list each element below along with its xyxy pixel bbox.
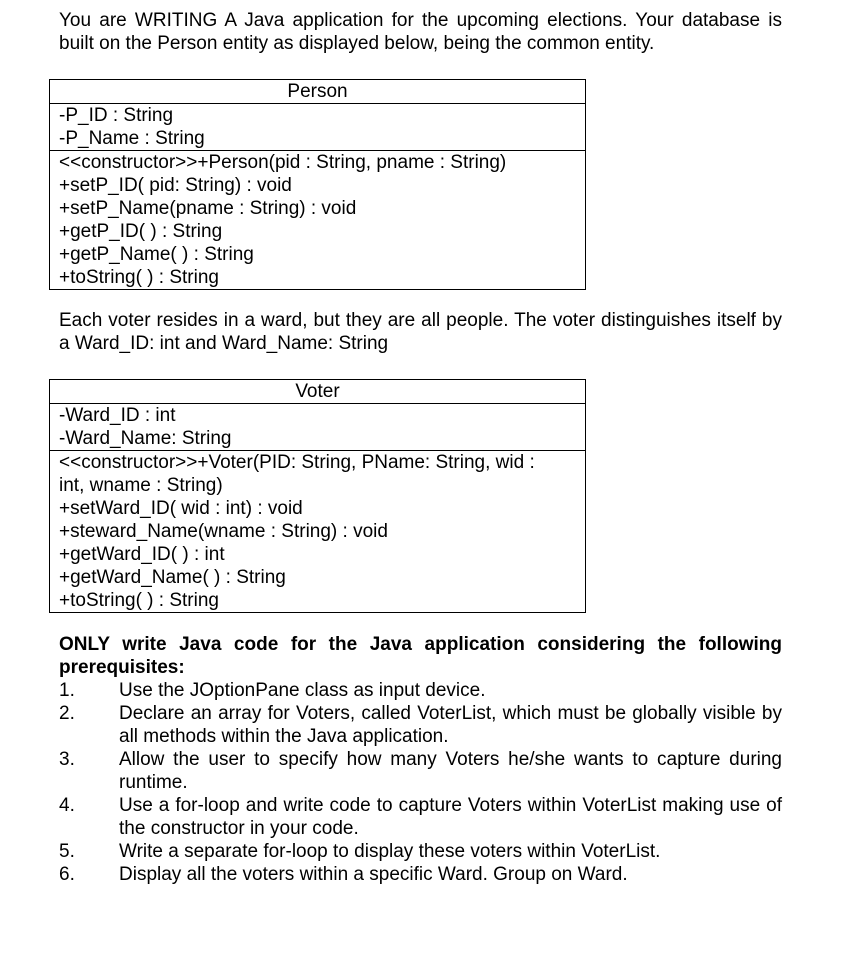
voter-attribute: -Ward_Name: String <box>59 428 232 449</box>
voter-method: +toString( ) : String <box>59 590 219 611</box>
person-attribute: -P_Name : String <box>59 128 205 149</box>
person-method: +setP_ID( pid: String) : void <box>59 175 292 196</box>
voter-methods <box>50 451 585 612</box>
person-method: +getP_ID( ) : String <box>59 221 223 242</box>
voter-method: +setWard_ID( wid : int) : void <box>59 498 303 519</box>
requirement-number: 2. <box>59 703 75 724</box>
person-method: +getP_Name( ) : String <box>59 244 254 265</box>
intro-paragraph: You are WRITING A Java application for the upcoming elections. Your database is built on the Person entity as displayed below, being the common entity. <box>59 10 782 54</box>
requirement-item <box>59 863 782 886</box>
requirement-item <box>59 794 782 840</box>
voter-description-paragraph: Each voter resides in a ward, but they are all people. The voter distinguishes itself by a Ward_ID: int and Ward_Name: String <box>59 310 782 354</box>
voter-class-name: Voter <box>50 380 585 404</box>
requirement-number: 1. <box>59 680 75 701</box>
requirements-list <box>59 679 782 886</box>
person-attribute: -P_ID : String <box>59 105 174 126</box>
voter-class-diagram <box>49 379 586 613</box>
requirement-text: Use a for-loop and write code to capture Voters within VoterList making use of the constructor in your code. <box>119 795 782 839</box>
requirement-number: 3. <box>59 749 75 770</box>
person-method: +toString( ) : String <box>59 267 219 288</box>
person-attributes <box>50 104 585 151</box>
person-class-name: Person <box>50 80 585 104</box>
person-method: +setP_Name(pname : String) : void <box>59 198 357 219</box>
person-methods <box>50 151 585 289</box>
requirement-number: 4. <box>59 795 75 816</box>
person-method: <<constructor>>+Person(pid : String, pname : String) <box>59 152 507 173</box>
requirement-text: Display all the voters within a specific Ward. Group on Ward. <box>119 864 628 885</box>
voter-method: <<constructor>>+Voter(PID: String, PName: String, wid : <box>59 452 535 473</box>
voter-attribute: -Ward_ID : int <box>59 405 176 426</box>
requirement-number: 5. <box>59 841 75 862</box>
requirement-item <box>59 748 782 794</box>
person-class-diagram <box>49 79 586 290</box>
voter-attributes <box>50 404 585 451</box>
requirement-item <box>59 702 782 748</box>
voter-method: int, wname : String) <box>59 475 223 496</box>
requirement-item <box>59 679 782 702</box>
requirement-text: Allow the user to specify how many Voters he/she wants to capture during runtime. <box>119 749 782 793</box>
requirement-text: Declare an array for Voters, called VoterList, which must be globally visible by all methods within the Java application. <box>119 703 782 747</box>
requirement-text: Write a separate for-loop to display these voters within VoterList. <box>119 841 661 862</box>
requirement-item <box>59 840 782 863</box>
requirement-text: Use the JOptionPane class as input device. <box>119 680 486 701</box>
voter-method: +steward_Name(wname : String) : void <box>59 521 388 542</box>
voter-method: +getWard_Name( ) : String <box>59 567 286 588</box>
requirement-number: 6. <box>59 864 75 885</box>
prerequisites-heading: ONLY write Java code for the Java application considering the following prerequisites: <box>59 634 782 678</box>
voter-method: +getWard_ID( ) : int <box>59 544 225 565</box>
